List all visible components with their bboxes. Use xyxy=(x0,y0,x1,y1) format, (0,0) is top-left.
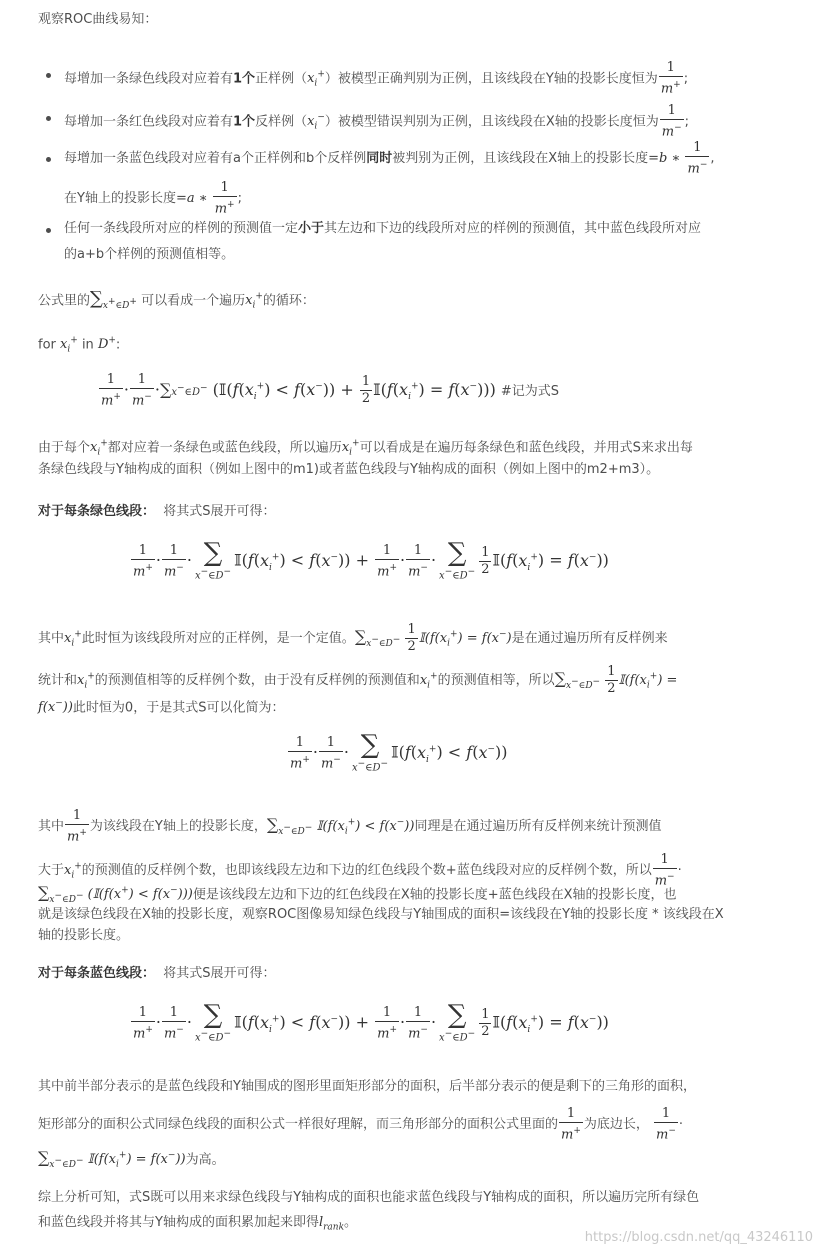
bullet-marker xyxy=(46,73,51,78)
conclusion-line-1: 综上分析可知，式S既可以用来求绿色线段与Y轴构成的面积也能求蓝色线段与Y轴构成的面积，所以遍历完所有绿色 xyxy=(38,1190,700,1205)
green-heading: 对于每条绿色线段： 将其式S展开可得： xyxy=(38,504,276,519)
conclusion-line-2: 和蓝色线段并将其与Y轴构成的面积累加起来即得$l_{rank}$。 xyxy=(38,1215,358,1233)
blue-explain-line-3: $\sum_{x^-\in D^-}$ $𝕀(f(x_i^+) = f(x^-))$为高。 xyxy=(38,1148,225,1170)
bullet-marker xyxy=(46,157,51,162)
formula-green-simplified: $\frac{1}{m^+}$ · $\frac{1}{m^-}$ · ∑ x−∈D− $𝕀(f(x_i^+) < f(x^-))$ xyxy=(290,730,508,774)
green-explain-line-1: 其中$x_i^+$此时恒为该线段所对应的正样例，是一个定值。$\sum_{x^-\in D^-}$ $\frac{1}{2}$ $𝕀(f(x_i^+) = f(x^-)$是在通过遍历所有反样例来 xyxy=(38,622,668,654)
blue-explain-line-2: 矩形部分的面积公式同绿色线段的面积公式一样很好理解，而三角形部分的面积公式里面的 $\frac{1}{m^+}$ 为底边长， $\frac{1}{m^-}$ · xyxy=(38,1106,684,1143)
green-proj-line-4: 就是该绿色线段在X轴的投影长度，观察ROC图像易知绿色线段与Y轴围成的面积=该线段在Y轴的投影长度 * 该线段在X xyxy=(38,907,724,922)
green-proj-line-3: $\sum_{x^-\in D^-}$ (𝕀(f(x+) < f(x−)))便是该线段左边和下边的红色线段在X轴的投影长度+蓝色线段在X轴的投影长度，也 xyxy=(38,883,677,905)
formula-green-expanded: $\frac{1}{m^+}$ · $\frac{1}{m^-}$ · ∑ x−∈D− $𝕀(f(x_i^+) < f(x^-))$ + $\frac{1}{m^+}$ · $\frac{1}{m^-}$ · ∑ x−∈D− $\frac{1}{2}$ $𝕀(f(x_i^+) = f(x^-))$ xyxy=(133,538,609,582)
watermark: https://blog.csdn.net/qq_43246110 xyxy=(584,1230,813,1245)
green-proj-line-2: 大于$x_i^+$的预测值的反样例个数，也即该线段左边和下边的红色线段个数+蓝色线段对应的反样例个数，所以 $\frac{1}{m^-}$ · xyxy=(38,852,682,889)
green-proj-line-1: 其中 $\frac{1}{m^+}$ 为该线段在Y轴上的投影长度，$\sum_{x^-\in D^-}$ $𝕀(f(x_i^+) < f(x^-))$同理是在通过遍历所有反样例来统计预测值 xyxy=(38,808,662,845)
formula-s: $\frac{1}{m^+}$ · $\frac{1}{m^-}$ ·∑x−∈D− ($𝕀(f(x_i^+) < f(x^-))$ + $\frac{1}{2}$ $𝕀(f(x_i^+) = f(x^-))$) #记为式S xyxy=(101,372,560,409)
bullet-marker xyxy=(46,116,51,121)
green-explain-line-3: f(x−))此时恒为0，于是其式S可以化简为： xyxy=(38,699,285,716)
bullet-marker xyxy=(46,228,51,233)
formula-s-note: #记为式S xyxy=(500,384,560,400)
green-proj-line-5: 轴的投影长度。 xyxy=(38,928,130,943)
green-explain-line-2: 统计和$x_i^+$的预测值相等的反样例个数，由于没有反样例的预测值和$x_i^+$的预测值相等，所以$\sum_{x^-\in D^-}$ $\frac{1}{2}$ $𝕀(f(x_i^+)$ = xyxy=(38,664,678,696)
bullet-item-2: 每增加一条红色线段对应着有1个反样例$(x_i^-)$被模型错误判别为正例，且该线段在X轴的投影长度恒为 $\frac{1}{m^-}$ ; xyxy=(64,103,690,140)
each-paragraph-line-2: 条绿色线段与Y轴构成的面积（例如上图中的m1)或者蓝色线段与Y轴构成的面积（例如上图中的m2+m3）。 xyxy=(38,462,660,477)
each-paragraph-line-1: 由于每个$x_i^+$都对应着一条绿色或蓝色线段，所以遍历$x_i^+$可以看成是在遍历每条绿色和蓝色线段，并用式S来求出每 xyxy=(38,439,693,458)
bullet-item-1: 每增加一条绿色线段对应着有1个正样例$(x_i^+)$被模型正确判别为正例，且该线段在Y轴的投影长度恒为 $\frac{1}{m^+}$ ; xyxy=(64,60,689,97)
bullet-item-3-line-2: 在Y轴上的投影长度=a ∗ $\frac{1}{m^+}$ ; xyxy=(64,180,242,217)
intro-text: 观察ROC曲线易知： xyxy=(38,12,158,27)
bullet-item-4-line-1: 任何一条线段所对应的样例的预测值一定小于其左边和下边的线段所对应的样例的预测值，其中蓝色线段所对应 xyxy=(64,221,702,236)
formula-blue-expanded: $\frac{1}{m^+}$ · $\frac{1}{m^-}$ · ∑ x−∈D− $𝕀(f(x_i^+) < f(x^-))$ + $\frac{1}{m^+}$ · $\frac{1}{m^-}$ · ∑ x−∈D− $\frac{1}{2}$ $𝕀(f(x_i^+) = f(x^-))$ xyxy=(133,1000,609,1044)
loop-paragraph: 公式里的$\sum_{x^+\in D^+}$ 可以看成一个遍历$x_i^+$的循环： xyxy=(38,288,315,311)
bullet-item-3-line-1: 每增加一条蓝色线段对应着有a个正样例和b个反样例同时被判别为正例，且该线段在X轴上的投影长度=b ∗ $\frac{1}{m^-}$ , xyxy=(64,140,715,177)
blue-explain-line-1: 其中前半部分表示的是蓝色线段和Y轴围成的图形里面矩形部分的面积，后半部分表示的便是剩下的三角形的面积， xyxy=(38,1079,696,1094)
blue-heading: 对于每条蓝色线段： 将其式S展开可得： xyxy=(38,966,276,981)
bullet-item-4-line-2: 的a+b个样例的预测值相等。 xyxy=(64,247,235,262)
for-line: for $x_i^+$ in D+: xyxy=(38,336,121,355)
